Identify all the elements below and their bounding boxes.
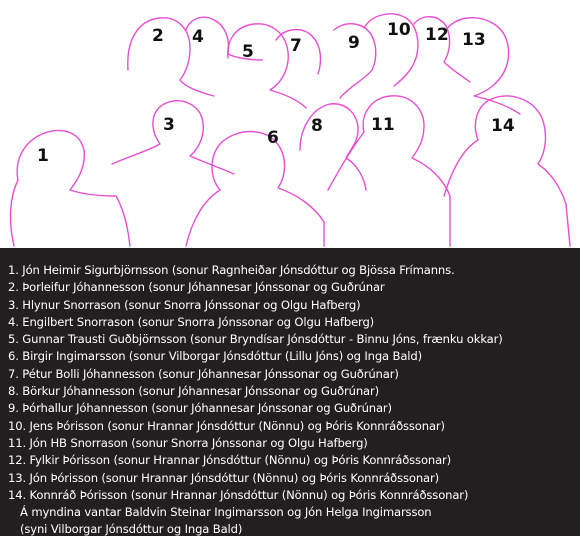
figure-number-4: 4 (192, 27, 204, 47)
legend-entry: 10. Jens Þórisson (sonur Hrannar Jónsdóttur (Nönnu) og Þóris Konnráðssonar) (8, 418, 445, 433)
legend-entry: 11. Jón HB Snorrason (sonur Snorra Jónssonar og Olgu Hafberg) (8, 435, 368, 450)
figure-number-9: 9 (348, 33, 360, 53)
figure-number-14: 14 (491, 116, 515, 136)
outline-person-8 (300, 104, 366, 190)
legend-entry: 9. Þórhallur Jóhannesson (sonur Jóhannesar Jónssonar og Guðrúnar) (8, 401, 392, 416)
figure-number-1: 1 (37, 146, 49, 166)
outline-person-3 (112, 101, 234, 174)
legend-entry: 7. Pétur Bolli Jóhannesson (sonur Jóhannesar Jónssonar og Guðrúnar) (8, 366, 399, 381)
legend-entry: 1. Jón Heimir Sigurbjörnsson (sonur Ragnheiðar Jónsdóttur og Bjössa Frímanns. (8, 263, 455, 277)
figure-number-6: 6 (267, 128, 279, 148)
figure-number-7: 7 (290, 36, 302, 56)
legend-entry: 14. Konnráð Þórisson (sonur Hrannar Jónsdóttur (Nönnu) og Þóris Konnráðssonar) (8, 487, 469, 502)
figure-number-13: 13 (462, 30, 486, 50)
legend-entry: 13. Jón Þórisson (sonur Hrannar Jónsdóttur (Nönnu) og Þóris Konnráðssonar) (8, 470, 439, 485)
figure-number-8: 8 (311, 116, 323, 136)
figure-number-3: 3 (163, 115, 175, 135)
legend-entry: 8. Börkur Jóhannesson (sonur Jóhannesar Jónssonar og Guðrúnar) (8, 384, 379, 399)
legend-entry: 3. Hlynur Snorrason (sonur Snorra Jónssonar og Olgu Hafberg) (8, 297, 361, 312)
legend-entry: 4. Engilbert Snorrason (sonur Snorra Jónssonar og Olgu Hafberg) (8, 314, 375, 329)
silhouette-outline-area (0, 0, 580, 248)
missing-note-line-1: Á myndina vantar Baldvin Steinar Ingimarsson og Jón Helga Ingimarsson (20, 505, 432, 520)
figure-number-10: 10 (387, 20, 411, 40)
legend-entry: 2. Þorleifur Jóhannesson (sonur Jóhannesar Jónssonar og Guðrúnar (8, 280, 385, 295)
outline-person-6 (186, 128, 324, 247)
legend-entry: 6. Birgir Ingimarsson (sonur Vilborgar Jónsdóttur (Lillu Jóns) og Inga Bald) (8, 349, 422, 364)
figure-number-5: 5 (242, 42, 254, 62)
legend-list (0, 248, 580, 504)
figure-number-11: 11 (371, 115, 395, 135)
figure-number-2: 2 (152, 26, 164, 46)
name-legend (0, 248, 580, 536)
figure-number-12: 12 (425, 25, 449, 45)
legend-entry: 12. Fylkir Þórisson (sonur Hrannar Jónsdóttur (Nönnu) og Þóris Konnráðssonar) (8, 453, 452, 468)
legend-entry: 5. Gunnar Trausti Guðbjörnsson (sonur Bryndísar Jónsdóttur - Binnu Jóns, frænku okkar) (8, 332, 503, 347)
outline-person-1 (11, 131, 130, 246)
missing-note-line-2: (syni Vilborgar Jónsdóttur og Inga Bald) (20, 522, 243, 537)
